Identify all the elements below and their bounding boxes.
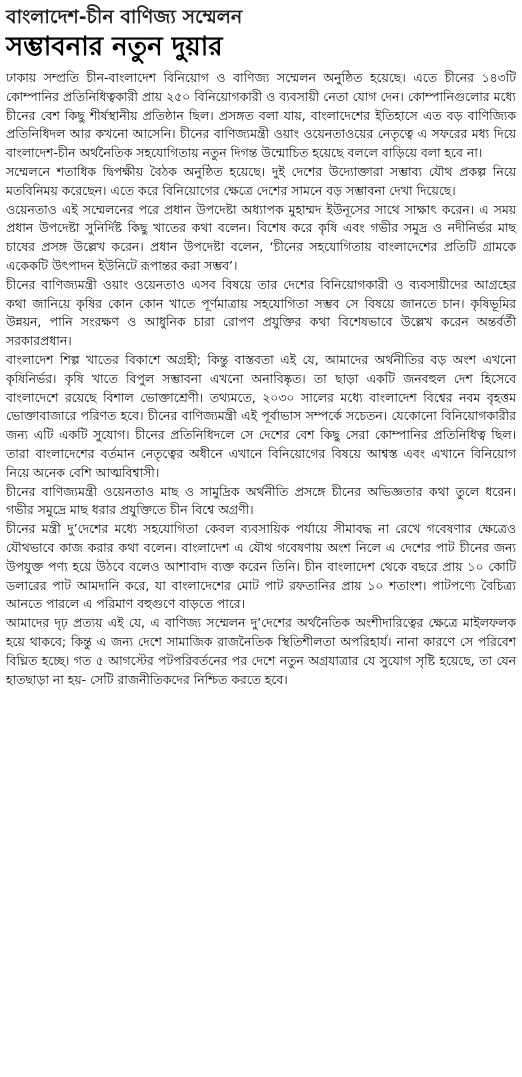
article-paragraph: বাংলাদেশ শিল্প খাতের বিকাশে অগ্রহী; কিন্তু বাস্তবতা এই যে, আমাদের অর্থনীতির বড় অংশ এখনো কৃষিনির্ভর। কৃষি খাতে বিপুল সম্ভাবনা এখনো অনাবিষ্কৃত। তা ছাড়া একটি জনবহুল দেশ হিসেবে বাংলাদেশে রয়েছে বিশাল ভোক্তাশ্রেণী। তথ্যমতে, ২০৩০ সালের মধ্যে বাংলাদেশ বিশ্বের নবম বৃহত্তম ভোক্তাবাজারে পরিণত হবে। চীনের বাণিজ্যমন্ত্রী এই পূর্বাভাস সম্পর্কে সচেতন। যেকোনো বিনিয়োগকারীর জন্য এটি একটি সুযোগ। চীনের প্রতিনিধিদলে সে দেশের বেশ কিছু সেরা কোম্পানির প্রতিনিধিত্ব ছিল। তারা বাংলাদেশের বর্তমান নেতৃত্বের অধীনে এখানে বিনিয়োগের বিষয়ে আশ্বস্ত এবং এখানে বিনিয়োগ নিয়ে অনেক বেশি আত্মবিশ্বাসী। (6, 351, 516, 480)
article-paragraph: সম্মেলনে শতাধিক দ্বিপক্ষীয় বৈঠক অনুষ্ঠিত হয়েছে। দুই দেশের উদ্যোক্তারা সম্ভাব্য যৌথ প্রকল্প নিয়ে মতবিনিময় করেছেন। এতে করে বিনিয়োগের ক্ষেত্রে দেশের সামনে বড় সম্ভাবনা দেখা দিয়েছে। (6, 163, 516, 198)
article-paragraph: আমাদের দৃঢ় প্রত্যয় এই যে, এ বাণিজ্য সম্মেলন দু’দেশের অর্থনৈতিক অংশীদারিত্বের ক্ষেত্রে মাইলফলক হয়ে থাকবে; কিন্তু এ জন্য দেশে সামাজিক রাজনৈতিক স্থিতিশীলতা অপরিহার্য। নানা কারণে সে পরিবেশ বিঘ্নিত হচ্ছে। গত ৫ আগস্টের পটপরিবর্তনের পর দেশে নতুন অগ্রযাত্রার যে সুযোগ সৃষ্টি হয়েছে, তা যেন হাতছাড়া না হয়- সেটি রাজনীতিকদের নিশ্চিত করতে হবে। (6, 615, 516, 687)
article-paragraph: ঢাকায় সম্প্রতি চীন-বাংলাদেশ বিনিয়োগ ও বাণিজ্য সম্মেলন অনুষ্ঠিত হয়েছে। এতে চীনের ১৪৩টি কোম্পানির প্রতিনিধিত্বকারী প্রায় ২৫০ বিনিয়োগকারী ও ব্যবসায়ী নেতা যোগ দেন। কোম্পানিগুলোর মধ্যে চীনের বেশ কিছু শীর্ষস্থানীয় প্রতিষ্ঠান ছিল। প্রসঙ্গত বলা যায়, বাংলাদেশের ইতিহাসে এত বড় বাণিজ্যিক প্রতিনিধিদল আর কখনো আসেনি। চীনের বাণিজ্যমন্ত্রী ওয়াং ওয়েনতাওয়ের নেতৃত্বে এ সফরের মধ্য দিয়ে বাংলাদেশ-চীন অর্থনৈতিক সহযোগিতায় নতুন দিগন্ত উন্মোচিত হয়েছে বললে বাড়িয়ে বলা হবে না। (6, 70, 516, 161)
article-kicker: বাংলাদেশ-চীন বাণিজ্য সম্মেলন (6, 6, 243, 28)
article-paragraph: ওয়েনতাও এই সম্মেলনের পরে প্রধান উপদেষ্টা অধ্যাপক মুহাম্মদ ইউনূসের সাথে সাক্ষাৎ করেন। এ সময় প্রধান উপদেষ্টা সুনির্দিষ্ট কিছু খাতের কথা বলেন। বিশেষ করে কৃষি এবং গভীর সমুদ্র ও নদীনির্ভর মাছ চাষের প্রসঙ্গ উল্লেখ করেন। প্রধান উপদেষ্টা বলেন, ‘চীনের সহযোগিতায় বাংলাদেশের প্রতিটি গ্রামকে একেকটি উৎপাদন ইউনিটে রূপান্তর করা সম্ভব’। (6, 201, 516, 273)
article-paragraph: চীনের বাণিজ্যমন্ত্রী ওয়াং ওয়েনতাও এসব বিষয়ে তার দেশের বিনিয়োগকারী ও ব্যবসায়ীদের আগ্রহের কথা জানিয়ে কৃষির কোন কোন খাতে পূর্ণমাত্রায় সহযোগিতা সম্ভব সে বিষয়ে জানতে চান। কৃষিভূমির উন্নয়ন, পানি সংরক্ষণ ও আধুনিক চারা রোপণ প্রযুক্তির কথা বিশেষভাবে উল্লেখ করেন অন্তর্বর্তী সরকারপ্রধান। (6, 276, 516, 349)
article-headline: সম্ভাবনার নতুন দুয়ার (6, 32, 223, 62)
article-paragraph: চীনের বাণিজ্যমন্ত্রী ওয়েনতাও মাছ ও সামুদ্রিক অর্থনীতি প্রসঙ্গে চীনের অভিজ্ঞতার কথা তুলে ধরেন। গভীর সমুদ্রে মাছ ধরার প্রযুক্তিতে চীন বিশ্বে অগ্রণী। (6, 483, 516, 518)
article-paragraph: চীনের মন্ত্রী দু’দেশের মধ্যে সহযোগিতা কেবল ব্যবসায়িক পর্যায়ে সীমাবদ্ধ না রেখে গবেষণার ক্ষেত্রেও যৌথভাবে কাজ করার কথা বলেন। বাংলাদেশ এ যৌথ গবেষণায় অংশ নিলে এ দেশের পাট চীনের জন্য উপযুক্ত পণ্য হয়ে উঠবে বলেও আশাবাদ ব্যক্ত করেন তিনি। চীন বাংলাদেশ থেকে বছরে প্রায় ১০ কোটি ডলারের পাট আমদানি করে, যা বাংলাদেশের মোট পাট রফতানির প্রায় ১০ শতাংশ। পাটপণ্যে বৈচিত্র্য আনতে পারলে এ পরিমাণ বহুগুণে বাড়তে পারে। (6, 521, 516, 612)
article-body (6, 69, 516, 689)
